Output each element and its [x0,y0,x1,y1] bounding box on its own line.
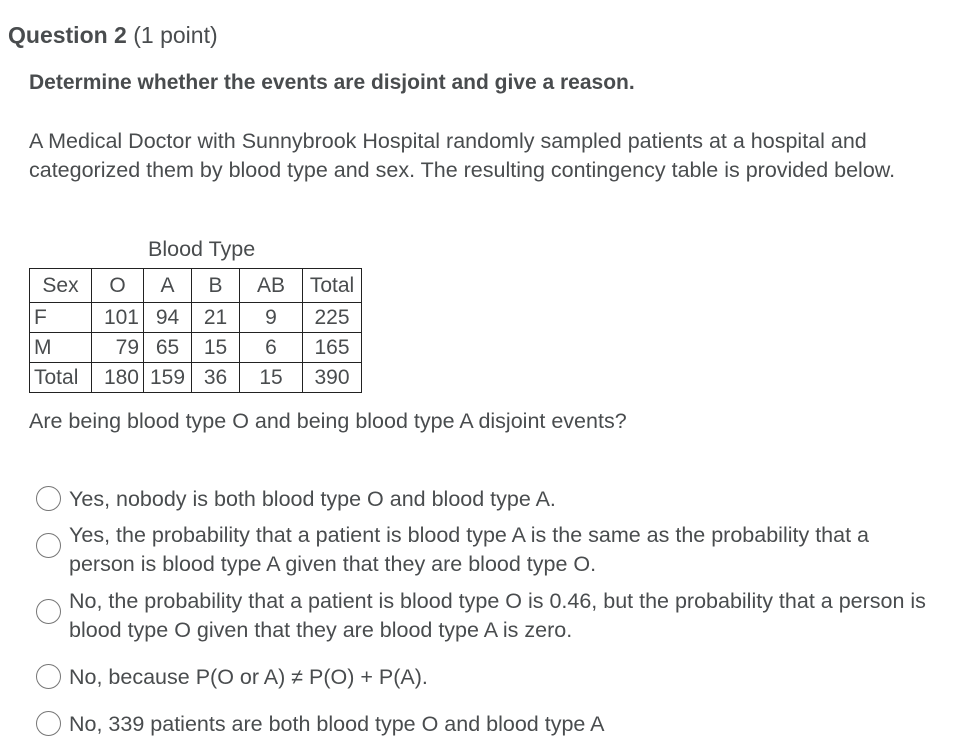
table-cell: 159 [144,363,192,393]
contingency-table [29,268,362,393]
table-row [30,363,362,393]
question-points: (1 point) [133,22,218,48]
question-instruction: Determine whether the events are disjoint and give a reason. [29,71,635,94]
radio-button[interactable] [36,599,61,624]
radio-button[interactable] [36,711,61,736]
table-caption: Blood Type [148,237,256,261]
question-stem: A Medical Doctor with Sunnybrook Hospital randomly sampled patients at a hospital and categorized them by blood type and sex. The resulting contingency table is provided below. [29,129,896,182]
radio-button[interactable] [36,533,61,558]
table-cell: 225 [303,303,362,333]
question-title: Question 2 [8,22,127,48]
table-cell: 165 [303,333,362,363]
table-header-cell: Sex [30,269,92,303]
table-header-cell: A [144,269,192,303]
option-label: No, the probability that a patient is blood type O is 0.46, but the probability that a person is blood type O given that they are blood type A is zero. [69,589,926,642]
table-row [30,303,362,333]
option-label: No, 339 patients are both blood type O and blood type A [69,712,605,736]
question-prompt: Are being blood type O and being blood type A disjoint events? [29,409,627,433]
table-cell: 6 [240,333,303,363]
table-cell: 15 [192,333,240,363]
table-header-cell: Total [303,269,362,303]
table-cell: 390 [303,363,362,393]
table-cell: F [30,303,92,333]
table-header-cell: O [92,269,144,303]
table-cell: 79 [92,333,144,363]
answer-option-4[interactable] [36,663,929,692]
table-header-row [30,269,362,303]
table-cell: 36 [192,363,240,393]
question-header [8,22,218,49]
radio-button[interactable] [36,664,61,689]
answer-option-5[interactable] [36,710,929,739]
table-cell: 15 [240,363,303,393]
table-header-cell: B [192,269,240,303]
option-label: Yes, the probability that a patient is blood type A is the same as the probability that a person is blood type A given that they are blood type O. [69,523,869,576]
answer-option-3[interactable] [36,587,929,645]
table-cell: 101 [92,303,144,333]
option-label: No, because P(O or A) ≠ P(O) + P(A). [69,665,428,689]
table-cell: 9 [240,303,303,333]
answer-option-1[interactable] [36,485,929,514]
table-cell: M [30,333,92,363]
table-cell: 94 [144,303,192,333]
radio-button[interactable] [36,486,61,511]
table-header-cell: AB [240,269,303,303]
table-cell: 180 [92,363,144,393]
table-row [30,333,362,363]
option-label: Yes, nobody is both blood type O and blood type A. [69,487,556,511]
table-cell: 65 [144,333,192,363]
table-cell: 21 [192,303,240,333]
answer-option-2[interactable] [36,521,929,579]
table-cell: Total [30,363,92,393]
